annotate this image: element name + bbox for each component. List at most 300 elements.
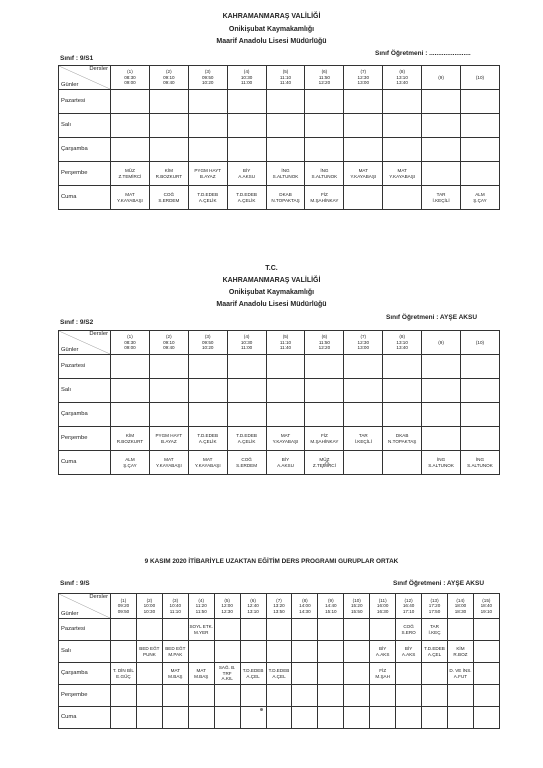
- lesson-teacher: M.ŞAHİNKAY: [310, 197, 339, 203]
- period-header-row: [59, 66, 500, 90]
- lesson-subject: D. VE İNS.: [449, 668, 472, 674]
- lesson-cell: [214, 619, 240, 641]
- lesson-cell: [344, 663, 370, 685]
- lesson-cell: [136, 641, 162, 663]
- lesson-cell: [266, 90, 305, 114]
- s2-header-line-1: T.C.: [265, 265, 278, 272]
- period-number: (8): [399, 334, 405, 340]
- lesson-subject: SAĞ. B. TRF: [218, 665, 236, 676]
- lesson-cell: [188, 379, 227, 403]
- period-header-7: [344, 331, 383, 355]
- lesson-cell: [266, 707, 292, 729]
- lesson-cell: [111, 641, 137, 663]
- s2-header-line-3: Onikişubat Kaymakamlığı: [228, 289, 315, 296]
- lesson-cell: [344, 138, 383, 162]
- lesson-cell: [461, 162, 500, 186]
- lesson-teacher: A.ÇEL: [272, 673, 286, 679]
- lesson-cell: [214, 685, 240, 707]
- corner-label-days: Günler: [61, 610, 79, 617]
- lesson-teacher: Y.KAYABAŞI: [194, 462, 221, 468]
- period-end: 17:50: [428, 608, 441, 614]
- lesson-cell: [292, 641, 318, 663]
- lesson-cell: [422, 138, 461, 162]
- period-header-7: [266, 594, 292, 619]
- period-start: 12:40: [247, 603, 259, 609]
- lesson-cell: [461, 403, 500, 427]
- period-number: (2): [166, 334, 172, 340]
- period-end: 13:40: [396, 80, 408, 86]
- lesson-cell: [292, 619, 318, 641]
- lesson-teacher: S.ALTUNOK: [311, 173, 338, 179]
- lesson-teacher: N.TOPAKTAŞ: [271, 197, 300, 203]
- lesson-cell: [461, 451, 500, 475]
- lesson-cell: [473, 685, 499, 707]
- lesson-teacher: B.AYAZ: [199, 173, 216, 179]
- lesson-cell: [188, 186, 227, 210]
- lesson-cell: [383, 403, 422, 427]
- lesson-cell: [318, 663, 344, 685]
- period-start: 09:50: [201, 339, 214, 345]
- period-start: 11:10: [279, 339, 292, 345]
- period-number: (2): [146, 597, 153, 603]
- lesson-subject: FİZ: [320, 433, 328, 439]
- day-row-2: [59, 138, 500, 162]
- scan-dot-icon: [260, 708, 263, 711]
- lesson-teacher: M.BAŞ: [168, 673, 183, 679]
- period-start: 10:00: [143, 603, 156, 609]
- period-header-10: [461, 331, 500, 355]
- lesson-cell: [305, 427, 344, 451]
- lesson-subject: T.D.EDEB: [236, 192, 257, 198]
- period-header-14: [447, 594, 473, 619]
- lesson-cell: [473, 641, 499, 663]
- s2-teacher-label: Sınıf Öğretmeni : AYŞE AKSU: [386, 314, 478, 321]
- lesson-cell: [188, 663, 214, 685]
- period-end: 09:00: [124, 80, 136, 86]
- lesson-subject: İNG: [436, 457, 446, 463]
- period-header-6: [305, 331, 344, 355]
- lesson-cell: [447, 707, 473, 729]
- period-start: 12:30: [357, 339, 370, 345]
- period-end: 17:10: [402, 608, 415, 614]
- lesson-cell: [344, 451, 383, 475]
- s1-class-label: Sınıf : 9/S1: [60, 55, 94, 62]
- lesson-cell: [227, 379, 266, 403]
- lesson-teacher: A.FUT: [453, 673, 468, 679]
- period-end: 15:10: [325, 608, 337, 614]
- period-start: 18:00: [454, 603, 467, 609]
- lesson-teacher: A.ÇELİK: [198, 197, 217, 203]
- s3-title: 9 KASIM 2020 İTİBARİYLE UZAKTAN EĞİTİM DERS PROGRAMI GURUPLAR ORTAK: [144, 558, 399, 565]
- period-header-2: [136, 594, 162, 619]
- period-end: 12:30: [221, 608, 233, 614]
- period-end: 11:10: [169, 608, 181, 614]
- lesson-cell: [188, 685, 214, 707]
- period-start: 18:40: [480, 603, 493, 609]
- lesson-cell: [188, 451, 227, 475]
- lesson-cell: [461, 379, 500, 403]
- lesson-teacher: A.ÇELİK: [237, 197, 256, 203]
- period-number: (7): [360, 69, 367, 75]
- day-row-4: [59, 451, 500, 475]
- s3-class-label: Sınıf : 9/S: [60, 580, 90, 587]
- period-number: (12): [404, 597, 413, 603]
- lesson-teacher: İ.KEÇ: [428, 629, 441, 635]
- period-end: 10:30: [143, 608, 156, 614]
- period-end: 13:00: [357, 80, 370, 86]
- lesson-teacher: A.KIL: [221, 676, 233, 682]
- lesson-cell: [344, 379, 383, 403]
- lesson-cell: [383, 90, 422, 114]
- period-end: 09:40: [163, 80, 175, 86]
- lesson-teacher: İ.KEÇİLİ: [354, 438, 372, 444]
- lesson-cell: [370, 619, 396, 641]
- lesson-teacher: S.ERO: [401, 629, 416, 635]
- lesson-cell: [266, 451, 305, 475]
- lesson-cell: [240, 619, 266, 641]
- lesson-cell: [266, 114, 305, 138]
- lesson-teacher: PUNK: [143, 651, 156, 657]
- corner-label-days: Günler: [61, 81, 79, 88]
- lesson-teacher: A.AKSU: [277, 462, 294, 468]
- lesson-cell: [422, 451, 461, 475]
- day-name: Cuma: [59, 707, 111, 729]
- s1-teacher-label: Sınıf Öğretmeni : .......................: [375, 50, 471, 57]
- lesson-cell: [318, 685, 344, 707]
- period-number: (2): [166, 69, 172, 75]
- lesson-teacher: Y.KAYABAŞI: [117, 197, 143, 203]
- day-name: Pazartesi: [59, 355, 111, 379]
- period-start: 09:20: [117, 603, 130, 609]
- lesson-subject: İNG: [475, 457, 485, 463]
- corner-cell: [59, 66, 111, 90]
- lesson-teacher: S.ALTUNOK: [467, 462, 493, 468]
- period-header-row: [59, 594, 500, 619]
- lesson-subject: MÜZ: [124, 168, 135, 174]
- lesson-cell: [461, 427, 500, 451]
- lesson-subject: T.D.EDEB: [197, 433, 219, 439]
- day-name: Çarşamba: [59, 138, 111, 162]
- lesson-cell: [370, 663, 396, 685]
- day-name: Perşembe: [59, 427, 111, 451]
- s1-header-line-1: KAHRAMANMARAŞ VALİLİĞİ: [222, 13, 321, 20]
- lesson-teacher: Ş.ÇAY: [123, 462, 137, 468]
- lesson-cell: [422, 162, 461, 186]
- lesson-cell: [461, 114, 500, 138]
- lesson-cell: [305, 114, 344, 138]
- period-end: 12:20: [318, 345, 331, 351]
- lesson-cell: [240, 641, 266, 663]
- lesson-cell: [111, 355, 150, 379]
- lesson-cell: [149, 379, 188, 403]
- lesson-cell: [396, 641, 422, 663]
- period-start: 16:40: [402, 603, 415, 609]
- lesson-cell: [149, 403, 188, 427]
- corner-label-lessons: Dersler: [89, 594, 108, 600]
- lesson-subject: İNG: [320, 168, 329, 174]
- lesson-teacher: A.ÇELİK: [237, 438, 256, 444]
- lesson-subject: T.D.EDEB: [424, 646, 445, 652]
- period-number: (7): [360, 334, 367, 340]
- lesson-teacher: A.AKSU: [238, 173, 256, 179]
- lesson-cell: [111, 114, 150, 138]
- period-end: 11:00: [241, 80, 253, 86]
- period-end: 12:20: [318, 80, 331, 86]
- lesson-cell: [149, 355, 188, 379]
- day-row-3: [59, 685, 500, 707]
- lesson-cell: [227, 427, 266, 451]
- lesson-cell: [396, 707, 422, 729]
- day-name: Pazartesi: [59, 619, 111, 641]
- lesson-cell: [461, 90, 500, 114]
- lesson-teacher: S.ALTUNOK: [428, 462, 454, 468]
- period-number: (5): [282, 69, 289, 75]
- period-header-12: [396, 594, 422, 619]
- period-end: 13:50: [273, 608, 285, 614]
- s1-header-line-2: Onikişubat Kaymakamlığı: [228, 26, 315, 33]
- lesson-cell: [344, 641, 370, 663]
- lesson-subject: COĞ: [241, 457, 252, 463]
- pen-mark-icon: [320, 458, 334, 470]
- lesson-subject: BİY: [242, 168, 251, 174]
- lesson-cell: [344, 90, 383, 114]
- s2-header-line-4: Maarif Anadolu Lisesi Müdürlüğü: [216, 301, 327, 308]
- lesson-cell: [292, 663, 318, 685]
- period-start: 11:50: [318, 339, 330, 345]
- lesson-teacher: R.BOZKURT: [116, 438, 144, 444]
- lesson-subject: MAT: [196, 668, 206, 674]
- s1-timetable: [58, 65, 500, 210]
- lesson-cell: [188, 90, 227, 114]
- lesson-cell: [461, 355, 500, 379]
- lesson-teacher: A.ÇEL: [427, 651, 442, 657]
- lesson-cell: [396, 619, 422, 641]
- period-start: 08:30: [124, 74, 136, 80]
- lesson-subject: BED EĞT: [139, 646, 160, 652]
- lesson-cell: [188, 619, 214, 641]
- lesson-cell: [227, 186, 266, 210]
- lesson-cell: [292, 707, 318, 729]
- lesson-cell: [227, 355, 266, 379]
- period-number: (5): [224, 597, 230, 603]
- corner-cell: [59, 594, 111, 619]
- lesson-subject: MAT: [170, 668, 180, 674]
- lesson-subject: TAR: [430, 624, 439, 630]
- lesson-cell: [422, 663, 448, 685]
- period-header-5: [266, 331, 305, 355]
- lesson-cell: [266, 685, 292, 707]
- day-row-3: [59, 427, 500, 451]
- period-header-3: [188, 331, 227, 355]
- period-number: (14): [456, 597, 465, 603]
- period-header-9: [422, 331, 461, 355]
- lesson-cell: [422, 641, 448, 663]
- period-number: (6): [250, 597, 256, 603]
- lesson-teacher: S.ERDEM: [236, 462, 258, 468]
- period-header-3: [162, 594, 188, 619]
- lesson-teacher: A.ÇEL: [246, 673, 260, 679]
- period-header-10: [461, 66, 500, 90]
- lesson-cell: [188, 355, 227, 379]
- lesson-cell: [214, 641, 240, 663]
- period-header-8: [383, 331, 422, 355]
- period-end: 13:00: [357, 345, 370, 351]
- period-start: 09:10: [163, 74, 175, 80]
- lesson-cell: [266, 663, 292, 685]
- lesson-cell: [305, 90, 344, 114]
- lesson-cell: [344, 403, 383, 427]
- lesson-subject: DKAB: [395, 433, 409, 439]
- lesson-cell: [344, 707, 370, 729]
- lesson-cell: [305, 379, 344, 403]
- period-number: (10): [475, 339, 485, 345]
- period-end: 19:10: [480, 608, 493, 614]
- day-name: Pazartesi: [59, 90, 111, 114]
- lesson-teacher: M.YER: [193, 629, 209, 635]
- lesson-cell: [136, 685, 162, 707]
- lesson-cell: [188, 162, 227, 186]
- period-header-row: [59, 331, 500, 355]
- lesson-cell: [370, 707, 396, 729]
- period-start: 12:00: [221, 603, 233, 609]
- lesson-teacher: Z.TEMİRCİ: [118, 173, 142, 179]
- lesson-cell: [344, 186, 383, 210]
- period-header-7: [344, 66, 383, 90]
- lesson-cell: [227, 403, 266, 427]
- lesson-cell: [318, 641, 344, 663]
- lesson-cell: [292, 685, 318, 707]
- period-number: (9): [438, 74, 444, 80]
- lesson-teacher: Y.KAYABAŞI: [155, 462, 182, 468]
- lesson-cell: [344, 114, 383, 138]
- lesson-subject: COĞ: [403, 624, 414, 630]
- lesson-cell: [111, 186, 150, 210]
- lesson-subject: PYGM HAYT: [194, 168, 222, 174]
- lesson-cell: [188, 403, 227, 427]
- lesson-subject: MAT: [203, 457, 213, 463]
- lesson-cell: [318, 707, 344, 729]
- lesson-teacher: M.ŞAHİNKAY: [310, 438, 339, 444]
- lesson-subject: T.D.EDEB: [268, 668, 290, 674]
- lesson-cell: [396, 663, 422, 685]
- s1-header-line-3: Maarif Anadolu Lisesi Müdürlüğü: [216, 38, 327, 45]
- lesson-cell: [422, 186, 461, 210]
- lesson-cell: [136, 663, 162, 685]
- lesson-teacher: Z.TEMİRCİ: [312, 462, 336, 468]
- period-header-1: [111, 331, 150, 355]
- lesson-cell: [447, 619, 473, 641]
- lesson-subject: TAR: [436, 192, 446, 198]
- lesson-cell: [266, 403, 305, 427]
- lesson-cell: [240, 685, 266, 707]
- lesson-teacher: N.TOPAKTAŞ: [388, 438, 417, 444]
- lesson-teacher: M.PAK: [168, 651, 183, 657]
- period-end: 14:30: [299, 608, 311, 614]
- lesson-teacher: A.AKS: [401, 651, 416, 657]
- period-start: 09:50: [201, 74, 214, 80]
- lesson-cell: [149, 138, 188, 162]
- period-header-5: [214, 594, 240, 619]
- period-header-4: [227, 66, 266, 90]
- day-name: Salı: [59, 379, 111, 403]
- period-end: 09:00: [124, 345, 136, 351]
- lesson-cell: [149, 90, 188, 114]
- day-name: Perşembe: [59, 162, 111, 186]
- lesson-subject: TAR: [358, 433, 368, 439]
- period-number: (4): [243, 69, 250, 75]
- lesson-cell: [344, 619, 370, 641]
- lesson-teacher: E.GÜÇ: [116, 673, 131, 679]
- s2-timetable: [58, 330, 500, 475]
- period-start: 11:50: [318, 74, 330, 80]
- period-end: 09:40: [163, 345, 175, 351]
- corner-cell: [59, 331, 111, 355]
- lesson-cell: [214, 663, 240, 685]
- period-header-1: [111, 594, 137, 619]
- period-end: 10:20: [201, 345, 214, 351]
- period-end: 13:10: [247, 608, 259, 614]
- period-end: 10:20: [201, 80, 214, 86]
- period-number: (8): [399, 69, 405, 75]
- lesson-subject: ALM: [475, 192, 485, 198]
- lesson-cell: [266, 641, 292, 663]
- period-number: (15): [482, 597, 491, 603]
- lesson-cell: [266, 355, 305, 379]
- period-header-5: [266, 66, 305, 90]
- period-start: 10:30: [240, 74, 253, 80]
- lesson-cell: [162, 685, 188, 707]
- lesson-cell: [473, 707, 499, 729]
- day-row-2: [59, 663, 500, 685]
- lesson-subject: MAT: [125, 192, 135, 198]
- period-start: 15:20: [351, 603, 363, 609]
- period-end: 13:40: [396, 345, 408, 351]
- lesson-cell: [422, 619, 448, 641]
- lesson-subject: MAT: [358, 168, 368, 174]
- period-number: (10): [475, 74, 485, 80]
- lesson-cell: [214, 707, 240, 729]
- lesson-subject: ALM: [125, 457, 135, 463]
- s3-teacher-label: Sınıf Öğretmeni : AYŞE AKSU: [393, 580, 485, 587]
- lesson-subject: KİM: [125, 433, 135, 439]
- lesson-cell: [383, 355, 422, 379]
- lesson-cell: [162, 707, 188, 729]
- period-header-1: [111, 66, 150, 90]
- period-start: 08:30: [124, 339, 136, 345]
- lesson-cell: [344, 427, 383, 451]
- period-number: (5): [282, 334, 289, 340]
- lesson-subject: MÜZ: [319, 457, 330, 463]
- lesson-teacher: R.BOZKURT: [155, 173, 183, 179]
- period-number: (1): [127, 334, 133, 340]
- lesson-teacher: Y.KAYABAŞI: [272, 438, 299, 444]
- period-header-2: [149, 331, 188, 355]
- lesson-cell: [162, 619, 188, 641]
- lesson-cell: [149, 114, 188, 138]
- lesson-cell: [422, 403, 461, 427]
- lesson-cell: [162, 663, 188, 685]
- lesson-cell: [422, 355, 461, 379]
- period-start: 17:20: [428, 603, 441, 609]
- lesson-subject: DKAB: [279, 192, 292, 198]
- lesson-cell: [422, 685, 448, 707]
- corner-label-lessons: Dersler: [89, 331, 108, 337]
- lesson-teacher: İ.KEÇİLİ: [432, 197, 450, 203]
- day-row-0: [59, 90, 500, 114]
- lesson-subject: FİZ: [320, 192, 328, 198]
- lesson-cell: [111, 138, 150, 162]
- lesson-cell: [266, 427, 305, 451]
